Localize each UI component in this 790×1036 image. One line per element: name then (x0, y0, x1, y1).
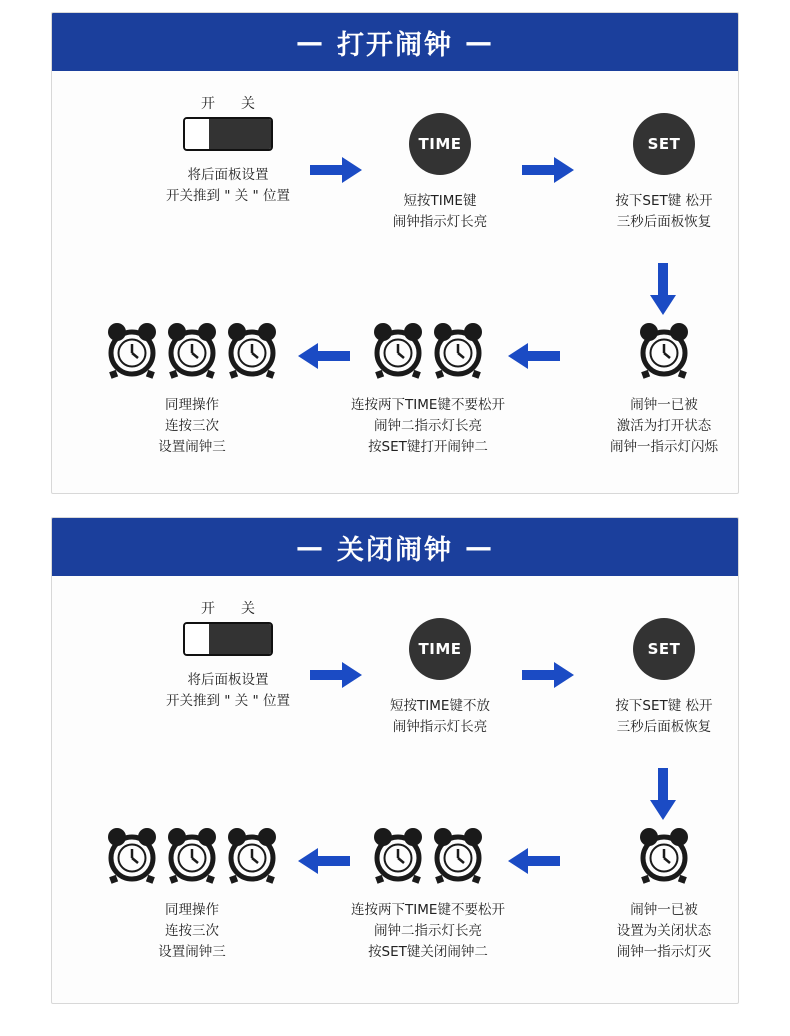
clocks-two-caption-line3: 按SET键打开闹钟二 (368, 439, 488, 455)
clock-one-caption-line1: 闹钟一已被 (630, 902, 698, 918)
clocks-two-caption-line1: 连按两下TIME键不要松开 (351, 397, 505, 413)
arrow-left-icon-2 (298, 848, 350, 874)
clocks-two-caption-line2: 闹钟二指示灯长亮 (374, 923, 482, 939)
header-dash-right: — (465, 531, 494, 563)
rear-panel-switch[interactable] (183, 622, 273, 656)
step-clock-one (566, 826, 739, 963)
time-key-caption-line1: 短按TIME键不放 (390, 698, 490, 714)
step-set-key (566, 618, 739, 738)
header-title: 关闭闹钟 (337, 534, 453, 566)
clocks-two-caption-line2: 闹钟二指示灯长亮 (374, 418, 482, 434)
set-key-caption-line2: 三秒后面板恢复 (616, 719, 712, 735)
switch-label-on: 开 (201, 601, 215, 617)
arrow-down-icon (650, 263, 676, 315)
clock-group-three (86, 826, 298, 884)
set-key-caption-line1: 按下SET键 松开 (615, 698, 713, 714)
switch-caption-line1: 将后面板设置 (187, 167, 269, 183)
time-key-button[interactable]: TIME (409, 113, 471, 175)
clocks-three-caption-line1: 同理操作 (165, 902, 219, 918)
alarm-clock-icon (224, 826, 280, 884)
alarm-clock-icon (224, 321, 280, 379)
alarm-clock-icon (430, 321, 486, 379)
switch-knob-left (185, 624, 209, 654)
alarm-clock-icon (104, 826, 160, 884)
clocks-three-caption-line3: 设置闹钟三 (158, 944, 226, 960)
switch-label-on: 开 (201, 96, 215, 112)
switch-label-off: 关 (241, 601, 255, 617)
set-key-caption-line1: 按下SET键 松开 (615, 193, 713, 209)
arrow-down-icon (650, 768, 676, 820)
clocks-three-caption-line1: 同理操作 (165, 397, 219, 413)
clocks-three-caption-line2: 连按三次 (165, 418, 219, 434)
step-clocks-three (86, 321, 298, 458)
alarm-clock-icon (164, 826, 220, 884)
set-key-button[interactable]: SET (633, 618, 695, 680)
clock-one-caption-line3: 闹钟一指示灯闪烁 (610, 439, 718, 455)
switch-knob-left (185, 119, 209, 149)
switch-caption-line2: 开关推到 " 关 " 位置 (165, 693, 291, 709)
step-clocks-three (86, 826, 298, 963)
panel-open-alarm-body (52, 71, 738, 493)
alarm-clock-icon (370, 321, 426, 379)
step-switch (130, 598, 326, 712)
step-clocks-two (330, 321, 526, 458)
panel-close-alarm-header (52, 518, 738, 576)
step-time-key (342, 113, 538, 233)
clock-group-one (566, 826, 739, 884)
switch-label-off: 关 (241, 96, 255, 112)
time-key-button[interactable]: TIME (409, 618, 471, 680)
switch-caption-line2: 开关推到 " 关 " 位置 (165, 188, 291, 204)
switch-caption-line1: 将后面板设置 (187, 672, 269, 688)
clock-one-caption-line3: 闹钟一指示灯灭 (616, 944, 712, 960)
clock-one-caption-line2: 激活为打开状态 (616, 418, 712, 434)
time-key-caption-line2: 闹钟指示灯长亮 (392, 719, 488, 735)
clocks-three-caption-line3: 设置闹钟三 (158, 439, 226, 455)
alarm-clock-icon (636, 826, 692, 884)
switch-knob-right (209, 624, 271, 654)
rear-panel-switch[interactable] (183, 117, 273, 151)
clock-one-caption-line2: 设置为关闭状态 (616, 923, 712, 939)
clock-group-two (330, 826, 526, 884)
alarm-clock-icon (636, 321, 692, 379)
clock-group-two (330, 321, 526, 379)
step-clock-one (566, 321, 739, 458)
switch-labels (130, 598, 326, 618)
clock-one-caption-line1: 闹钟一已被 (630, 397, 698, 413)
alarm-clock-icon (104, 321, 160, 379)
clocks-three-caption-line2: 连按三次 (165, 923, 219, 939)
switch-labels (130, 93, 326, 113)
switch-knob-right (209, 119, 271, 149)
step-clocks-two (330, 826, 526, 963)
set-key-button[interactable]: SET (633, 113, 695, 175)
alarm-clock-icon (370, 826, 426, 884)
alarm-clock-icon (164, 321, 220, 379)
header-dash-right: — (465, 26, 494, 58)
step-switch (130, 93, 326, 207)
clock-group-one (566, 321, 739, 379)
set-key-caption-line2: 三秒后面板恢复 (616, 214, 712, 230)
step-time-key (342, 618, 538, 738)
time-key-caption-line1: 短按TIME键 (403, 193, 477, 209)
arrow-left-icon-2 (298, 343, 350, 369)
alarm-clock-icon (430, 826, 486, 884)
header-dash-left: — (296, 531, 325, 563)
header-dash-left: — (296, 26, 325, 58)
step-set-key (566, 113, 739, 233)
header-title: 打开闹钟 (337, 29, 453, 61)
panel-close-alarm (51, 517, 739, 1004)
clocks-two-caption-line1: 连按两下TIME键不要松开 (351, 902, 505, 918)
clock-group-three (86, 321, 298, 379)
time-key-caption-line2: 闹钟指示灯长亮 (392, 214, 488, 230)
clocks-two-caption-line3: 按SET键关闭闹钟二 (368, 944, 488, 960)
panel-open-alarm-header (52, 13, 738, 71)
panel-open-alarm (51, 12, 739, 494)
panel-close-alarm-body (52, 576, 738, 1003)
